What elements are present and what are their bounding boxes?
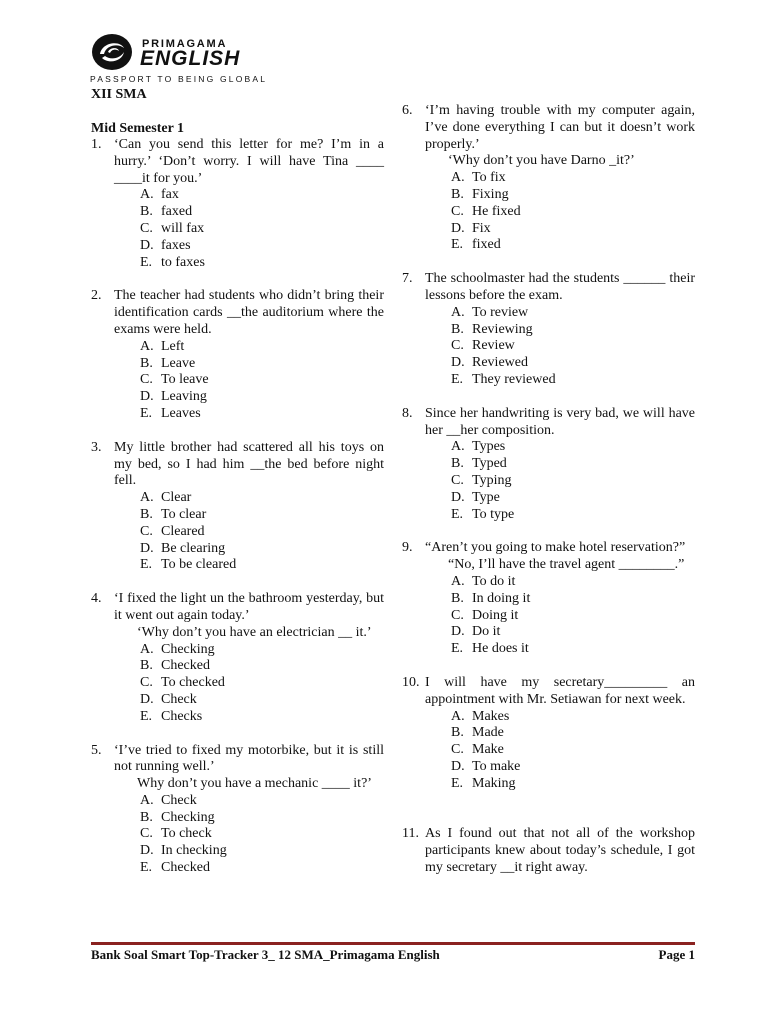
option-text: To make <box>472 758 521 774</box>
option-text: Be clearing <box>161 540 226 556</box>
question-number: 2. <box>91 288 102 304</box>
option-letter: C. <box>140 372 153 388</box>
answer-option <box>451 237 695 254</box>
option-text: Do it <box>472 624 501 640</box>
answer-option <box>140 406 384 423</box>
question-item <box>91 743 384 877</box>
option-text: Doing it <box>472 607 519 623</box>
option-letter: B. <box>451 186 464 202</box>
answer-option <box>451 776 695 793</box>
question-number: 3. <box>91 439 102 455</box>
answer-options <box>425 439 695 523</box>
option-letter: C. <box>451 472 464 488</box>
option-letter: E. <box>140 708 153 724</box>
answer-option <box>451 187 695 204</box>
answer-option <box>451 507 695 524</box>
option-text: Reviewing <box>472 321 533 337</box>
option-letter: B. <box>451 321 464 337</box>
question-number: 10. <box>402 674 420 690</box>
question-text: My little brother had scattered all his toys on my bed, so I had him __the bed before night fell. <box>114 439 384 489</box>
option-letter: A. <box>140 490 154 506</box>
option-text: Making <box>472 775 516 791</box>
option-text: Clear <box>161 490 192 506</box>
answer-option <box>451 221 695 238</box>
option-text: Type <box>472 489 500 505</box>
option-letter: A. <box>451 170 465 186</box>
answer-option <box>140 675 384 692</box>
section-title: Mid Semester 1 <box>91 121 185 136</box>
swirl-logo-icon <box>90 32 134 72</box>
option-text: Types <box>472 439 506 455</box>
question-text: ‘Can you send this letter for me? I’m in a hurry.’ ‘Don’t worry. I will have Tina ____ ____it for you.’ <box>114 137 384 186</box>
option-text: Checking <box>161 809 215 825</box>
option-letter: C. <box>140 523 153 539</box>
question-text: Since her handwriting is very bad, we will have her __her composition. <box>425 405 695 438</box>
option-text: To checked <box>161 675 225 691</box>
answer-options <box>114 642 384 726</box>
option-text: He fixed <box>472 203 521 219</box>
question-item <box>402 540 695 658</box>
option-letter: D. <box>140 540 154 556</box>
answer-options <box>425 170 695 254</box>
option-text: Fixing <box>472 186 509 202</box>
option-text: fixed <box>472 237 501 253</box>
option-text: Leaving <box>161 389 207 405</box>
answer-option <box>140 389 384 406</box>
option-text: faxes <box>161 237 191 253</box>
option-text: Cleared <box>161 523 205 539</box>
answer-option <box>140 238 384 255</box>
answer-option <box>451 204 695 221</box>
answer-option <box>451 170 695 187</box>
answer-options <box>114 187 384 271</box>
option-letter: E. <box>451 506 464 522</box>
option-text: Made <box>472 725 504 741</box>
option-letter: D. <box>140 389 154 405</box>
option-text: To type <box>472 506 515 522</box>
question-text: The teacher had students who didn’t bring their identification cards __the auditorium where the exams were held. <box>114 288 384 337</box>
option-letter: D. <box>451 624 465 640</box>
question-item <box>402 103 695 254</box>
answer-option <box>451 473 695 490</box>
answer-option <box>451 338 695 355</box>
option-text: Checks <box>161 708 203 724</box>
option-text: fax <box>161 187 179 203</box>
answer-option <box>140 339 384 356</box>
question-item <box>402 826 695 876</box>
option-letter: A. <box>451 439 465 455</box>
option-letter: B. <box>140 809 153 825</box>
answer-option <box>451 305 695 322</box>
question-reply: ‘Why don’t you have an electrician __ it.’ <box>137 624 372 640</box>
option-letter: B. <box>140 355 153 371</box>
question-number: 9. <box>402 540 413 556</box>
answer-option <box>451 725 695 742</box>
option-letter: E. <box>451 371 464 387</box>
answer-options <box>114 339 384 423</box>
option-text: Makes <box>472 708 510 724</box>
option-text: Typing <box>472 472 512 488</box>
option-letter: B. <box>140 204 153 220</box>
answer-option <box>451 709 695 726</box>
question-number: 5. <box>91 742 102 758</box>
option-text: Leaves <box>161 405 201 421</box>
option-text: Check <box>161 792 197 808</box>
option-letter: C. <box>451 607 464 623</box>
option-letter: E. <box>140 557 153 573</box>
option-letter: E. <box>140 405 153 421</box>
option-letter: A. <box>140 641 154 657</box>
option-text: Reviewed <box>472 355 528 371</box>
option-text: In doing it <box>472 590 531 606</box>
option-letter: C. <box>140 675 153 691</box>
option-letter: D. <box>451 489 465 505</box>
answer-option <box>140 709 384 726</box>
answer-option <box>140 557 384 574</box>
option-text: Checked <box>161 658 210 674</box>
option-text: To review <box>472 304 529 320</box>
question-text: ‘I fixed the light un the bathroom yesterday, but it went out again today.’ <box>114 591 384 623</box>
option-letter: E. <box>451 641 464 657</box>
right-column <box>402 103 695 894</box>
answer-option <box>451 456 695 473</box>
option-text: To be cleared <box>161 557 237 573</box>
primagama-logo <box>90 30 268 88</box>
option-letter: C. <box>140 826 153 842</box>
option-letter: D. <box>451 355 465 371</box>
answer-options <box>114 490 384 574</box>
answer-option <box>451 372 695 389</box>
option-letter: D. <box>451 220 465 236</box>
option-letter: D. <box>140 843 154 859</box>
answer-option <box>140 507 384 524</box>
option-letter: E. <box>140 860 153 876</box>
answer-option <box>140 692 384 709</box>
question-number: 4. <box>91 591 102 607</box>
question-text: As I found out that not all of the workshop participants knew about today’s schedule, I got my secretary __it right away. <box>425 826 695 876</box>
answer-option <box>451 742 695 759</box>
option-text: Left <box>161 338 185 354</box>
answer-option <box>451 759 695 776</box>
answer-options <box>425 574 695 658</box>
question-reply: ‘Why don’t you have Darno _it?’ <box>448 153 635 169</box>
left-column <box>91 137 384 894</box>
option-letter: A. <box>451 708 465 724</box>
option-text: To check <box>161 826 212 842</box>
option-text: Review <box>472 338 515 354</box>
option-letter: A. <box>140 187 154 203</box>
option-letter: B. <box>451 725 464 741</box>
question-item <box>91 440 384 574</box>
option-text: to faxes <box>161 254 205 270</box>
question-item <box>402 271 695 389</box>
answer-option <box>140 642 384 659</box>
answer-option <box>140 490 384 507</box>
option-text: Checked <box>161 860 210 876</box>
question-reply: “No, I’ll have the travel agent ________.” <box>448 557 685 573</box>
answer-option <box>451 322 695 339</box>
answer-option <box>140 204 384 221</box>
question-number: 1. <box>91 137 102 152</box>
option-text: To do it <box>472 573 516 589</box>
option-text: will fax <box>161 220 205 236</box>
question-number: 11. <box>402 826 419 842</box>
option-letter: E. <box>451 237 464 253</box>
option-letter: B. <box>451 456 464 472</box>
question-item <box>402 406 695 524</box>
option-letter: D. <box>451 758 465 774</box>
answer-option <box>140 187 384 204</box>
answer-option <box>140 793 384 810</box>
option-letter: C. <box>451 203 464 219</box>
option-letter: B. <box>451 590 464 606</box>
option-letter: E. <box>140 254 153 270</box>
footer-title: Bank Soal Smart Top-Tracker 3_ 12 SMA_Primagama English <box>91 947 440 962</box>
option-text: To leave <box>161 372 209 388</box>
option-letter: E. <box>451 775 464 791</box>
logo-brand-top: PRIMAGAMA <box>142 38 228 50</box>
question-item <box>91 288 384 422</box>
question-item <box>91 591 384 725</box>
answer-option <box>451 641 695 658</box>
question-item <box>91 137 384 271</box>
option-text: To clear <box>161 506 207 522</box>
answer-option <box>140 255 384 272</box>
question-text: ‘I’m having trouble with my computer again, I’ve done everything I can but it doesn’t work properly.’ <box>425 103 695 152</box>
option-letter: B. <box>140 506 153 522</box>
answer-options <box>425 709 695 793</box>
question-text: I will have my secretary_________ an appointment with Mr. Setiawan for next week. <box>425 674 695 707</box>
answer-option <box>451 591 695 608</box>
logo-brand-main: ENGLISH <box>140 47 241 70</box>
answer-options <box>114 793 384 877</box>
class-title: XII SMA <box>91 87 147 102</box>
answer-option <box>140 826 384 843</box>
option-letter: B. <box>140 658 153 674</box>
answer-option <box>140 860 384 877</box>
answer-option <box>451 439 695 456</box>
answer-option <box>140 356 384 373</box>
answer-option <box>140 221 384 238</box>
question-text: ‘I’ve tried to fixed my motorbike, but it is still not running well.’ <box>114 742 384 775</box>
option-text: Make <box>472 742 504 758</box>
question-reply: Why don’t you have a mechanic ____ it?’ <box>137 776 372 792</box>
answer-option <box>140 541 384 558</box>
option-text: Typed <box>472 456 507 472</box>
option-text: faxed <box>161 204 193 220</box>
option-letter: C. <box>451 338 464 354</box>
logo-tagline: PASSPORT TO BEING GLOBAL <box>90 74 268 84</box>
option-letter: A. <box>451 304 465 320</box>
answer-option <box>140 524 384 541</box>
answer-option <box>140 810 384 827</box>
answer-option <box>451 574 695 591</box>
option-text: Leave <box>161 355 196 371</box>
option-letter: D. <box>140 237 154 253</box>
answer-option <box>451 624 695 641</box>
question-number: 8. <box>402 405 413 421</box>
option-letter: A. <box>140 338 154 354</box>
option-letter: A. <box>451 573 465 589</box>
option-text: He does it <box>472 641 529 657</box>
question-number: 7. <box>402 271 413 287</box>
answer-option <box>451 490 695 507</box>
option-text: In checking <box>161 843 227 859</box>
page-number: Page 1 <box>658 947 695 962</box>
option-letter: A. <box>140 792 154 808</box>
option-letter: D. <box>140 691 154 707</box>
answer-option <box>140 658 384 675</box>
option-letter: C. <box>140 220 153 236</box>
question-number: 6. <box>402 103 413 118</box>
answer-option <box>451 608 695 625</box>
option-text: Check <box>161 691 197 707</box>
option-text: Checking <box>161 641 215 657</box>
question-item <box>402 675 695 793</box>
question-text: The schoolmaster had the students ______ their lessons before the exam. <box>425 271 695 303</box>
answer-option <box>140 843 384 860</box>
option-text: They reviewed <box>472 371 556 387</box>
option-letter: C. <box>451 742 464 758</box>
answer-option <box>451 355 695 372</box>
option-text: To fix <box>472 170 506 186</box>
answer-option <box>140 372 384 389</box>
option-text: Fix <box>472 220 491 236</box>
answer-options <box>425 305 695 389</box>
footer-divider <box>91 942 695 945</box>
question-text: “Aren’t you going to make hotel reservation?” <box>425 540 686 556</box>
